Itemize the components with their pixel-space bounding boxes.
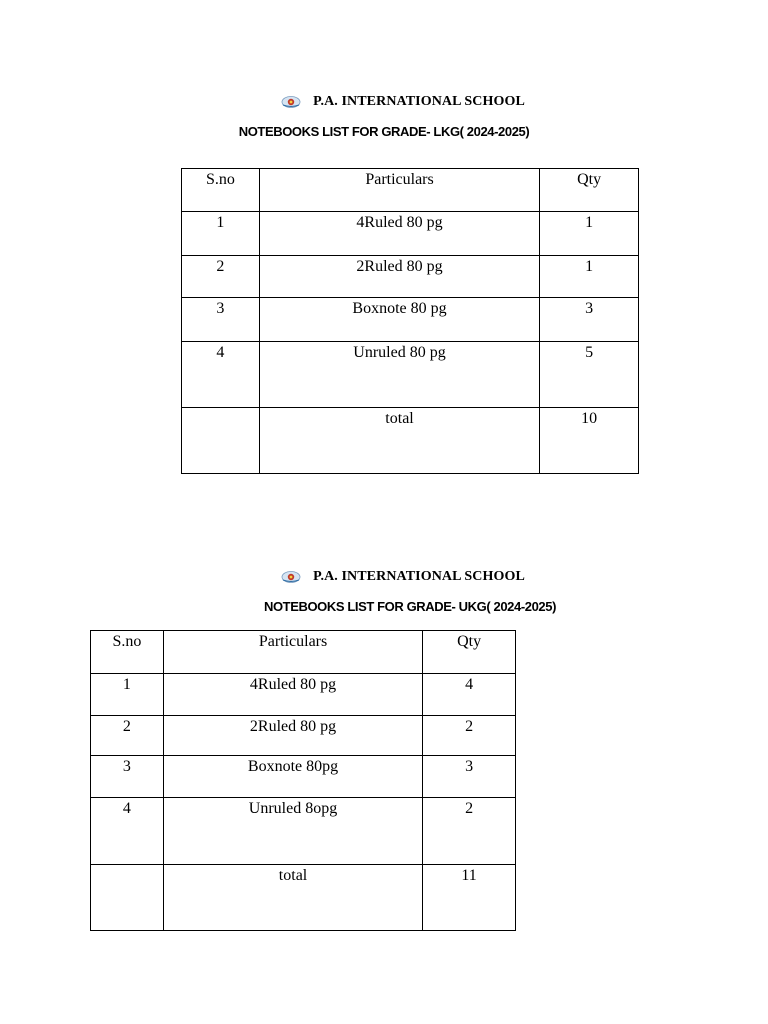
cell-total-qty: 10 bbox=[540, 408, 639, 474]
cell-particulars: 4Ruled 80 pg bbox=[163, 674, 422, 716]
cell-total-label: total bbox=[163, 865, 422, 931]
table-row bbox=[91, 716, 516, 756]
cell-particulars: Unruled 8opg bbox=[163, 798, 422, 865]
table-row bbox=[182, 256, 639, 298]
cell-particulars: Boxnote 80 pg bbox=[259, 298, 539, 342]
cell-sno: 1 bbox=[91, 674, 164, 716]
school-name: P.A. INTERNATIONAL SCHOOL bbox=[313, 94, 525, 109]
cell-particulars: 2Ruled 80 pg bbox=[259, 256, 539, 298]
table-row bbox=[91, 674, 516, 716]
list-title-ukg: NOTEBOOKS LIST FOR GRADE- UKG( 2024-2025) bbox=[263, 599, 557, 614]
notebook-table-ukg bbox=[90, 630, 516, 931]
cell-sno: 1 bbox=[182, 212, 260, 256]
header-qty: Qty bbox=[540, 169, 639, 212]
total-row bbox=[182, 408, 639, 474]
cell-sno: 2 bbox=[182, 256, 260, 298]
cell-particulars: Boxnote 80pg bbox=[163, 756, 422, 798]
school-logo-icon bbox=[281, 570, 301, 584]
cell-qty: 2 bbox=[423, 716, 516, 756]
cell-qty: 1 bbox=[540, 212, 639, 256]
notebook-table-lkg bbox=[181, 168, 639, 474]
cell-sno bbox=[91, 865, 164, 931]
total-row bbox=[91, 865, 516, 931]
cell-sno: 4 bbox=[182, 342, 260, 408]
school-header-lkg bbox=[0, 92, 768, 112]
list-title-lkg: NOTEBOOKS LIST FOR GRADE- LKG( 2024-2025) bbox=[238, 124, 530, 139]
cell-sno bbox=[182, 408, 260, 474]
table-row bbox=[182, 342, 639, 408]
cell-qty: 4 bbox=[423, 674, 516, 716]
cell-qty: 2 bbox=[423, 798, 516, 865]
table-header-row bbox=[91, 631, 516, 674]
cell-particulars: 4Ruled 80 pg bbox=[259, 212, 539, 256]
cell-qty: 3 bbox=[423, 756, 516, 798]
cell-total-label: total bbox=[259, 408, 539, 474]
header-sno: S.no bbox=[182, 169, 260, 212]
table-row bbox=[91, 756, 516, 798]
school-logo-icon bbox=[281, 95, 301, 109]
cell-particulars: 2Ruled 80 pg bbox=[163, 716, 422, 756]
cell-sno: 2 bbox=[91, 716, 164, 756]
cell-sno: 4 bbox=[91, 798, 164, 865]
header-particulars: Particulars bbox=[259, 169, 539, 212]
table-row bbox=[182, 298, 639, 342]
table-row bbox=[91, 798, 516, 865]
cell-particulars: Unruled 80 pg bbox=[259, 342, 539, 408]
header-qty: Qty bbox=[423, 631, 516, 674]
cell-qty: 5 bbox=[540, 342, 639, 408]
school-header-ukg bbox=[0, 567, 768, 587]
table-row bbox=[182, 212, 639, 256]
cell-total-qty: 11 bbox=[423, 865, 516, 931]
header-particulars: Particulars bbox=[163, 631, 422, 674]
table-header-row bbox=[182, 169, 639, 212]
school-name: P.A. INTERNATIONAL SCHOOL bbox=[313, 569, 525, 584]
cell-qty: 1 bbox=[540, 256, 639, 298]
header-sno: S.no bbox=[91, 631, 164, 674]
cell-sno: 3 bbox=[91, 756, 164, 798]
cell-qty: 3 bbox=[540, 298, 639, 342]
cell-sno: 3 bbox=[182, 298, 260, 342]
